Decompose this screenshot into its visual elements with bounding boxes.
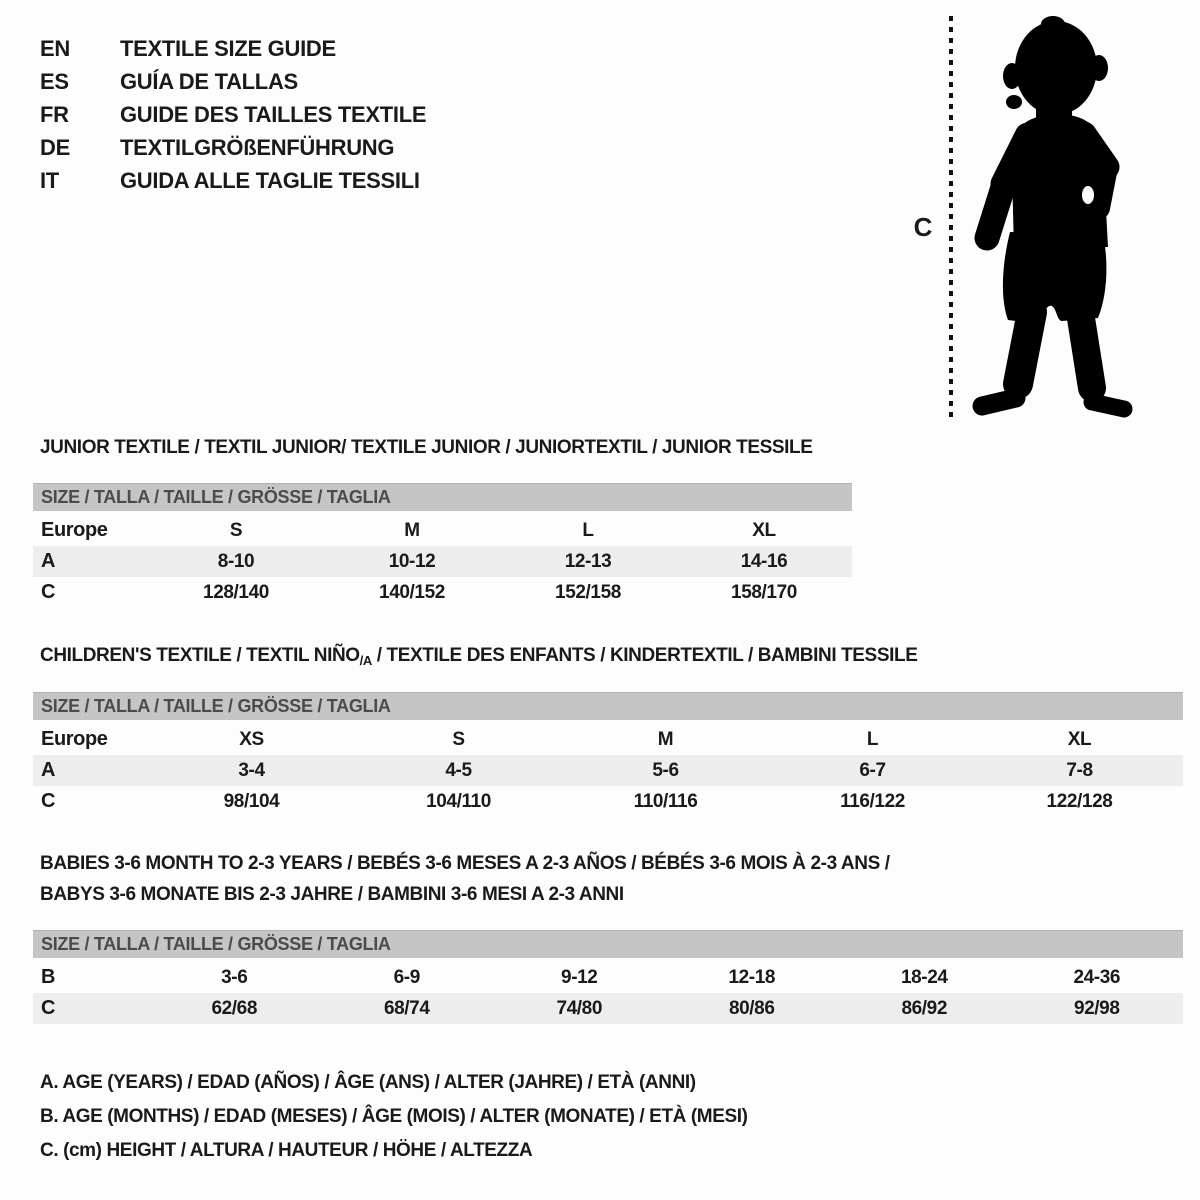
table-row <box>33 546 852 577</box>
table-cell: 158/170 <box>731 581 797 603</box>
table-cell: 9-12 <box>561 966 598 988</box>
language-title: TEXTILE SIZE GUIDE <box>120 35 336 61</box>
table-cell: S <box>452 728 465 750</box>
table-cell: 6-7 <box>859 759 886 781</box>
table-cell: 12-18 <box>728 966 776 988</box>
table-cell: 140/152 <box>379 581 445 603</box>
language-row <box>40 164 426 197</box>
table-cell: 104/110 <box>426 790 491 812</box>
children-title-part: / TEXTILE DES ENFANTS / KINDERTEXTIL / BAMBINI TESSILE <box>371 645 918 666</box>
table-cell: XL <box>752 519 776 541</box>
language-row <box>40 98 426 131</box>
language-row <box>40 32 426 65</box>
language-title: TEXTILGRÖßENFÜHRUNG <box>120 134 395 160</box>
table-cell: 3-6 <box>221 966 248 988</box>
babies-section-title-line2: BABYS 3-6 MONATE BIS 2-3 JAHRE / BAMBINI 3-6 MESI A 2-3 ANNI <box>40 884 624 905</box>
row-label: C <box>41 581 56 603</box>
children-section-title <box>40 645 917 668</box>
table-cell: 5-6 <box>652 759 679 781</box>
table-cell: 3-4 <box>238 759 265 781</box>
table-cell: 116/122 <box>840 790 905 812</box>
height-measure-line <box>949 16 953 418</box>
table-cell: 86/92 <box>901 997 948 1019</box>
junior-section-title: JUNIOR TEXTILE / TEXTIL JUNIOR/ TEXTILE JUNIOR / JUNIORTEXTIL / JUNIOR TESSILE <box>40 437 813 458</box>
language-header <box>40 32 426 197</box>
row-label: A <box>41 550 56 572</box>
table-cell: 24-36 <box>1073 966 1121 988</box>
language-code: IT <box>40 167 59 193</box>
table-row <box>33 755 1183 786</box>
language-code: EN <box>40 35 70 61</box>
table-cell: 74/80 <box>556 997 603 1019</box>
table-cell: 68/74 <box>383 997 430 1019</box>
language-row <box>40 65 426 98</box>
junior-size-header: SIZE / TALLA / TAILLE / GRÖSSE / TAGLIA <box>33 483 852 511</box>
language-code: ES <box>40 68 69 94</box>
table-row <box>33 786 1183 817</box>
language-code: FR <box>40 101 69 127</box>
row-label: B <box>41 966 56 988</box>
row-label: A <box>41 759 56 781</box>
table-cell: M <box>657 728 674 750</box>
table-cell: 18-24 <box>900 966 948 988</box>
table-cell: 128/140 <box>203 581 269 603</box>
table-cell: 62/68 <box>211 997 258 1019</box>
language-code: DE <box>40 134 70 160</box>
table-row <box>33 993 1183 1024</box>
table-cell: L <box>866 728 879 750</box>
row-label: C <box>41 997 56 1019</box>
table-cell: 8-10 <box>217 550 255 572</box>
table-cell: 7-8 <box>1066 759 1093 781</box>
footnote-b: B. AGE (MONTHS) / EDAD (MESES) / ÂGE (MOIS) / ALTER (MONATE) / ETÀ (MESI) <box>40 1106 748 1127</box>
table-cell: L <box>582 519 594 541</box>
table-row <box>33 515 852 546</box>
language-title: GUIDE DES TAILLES TEXTILE <box>120 101 427 127</box>
table-cell: 4-5 <box>445 759 472 781</box>
table-cell: 12-13 <box>564 550 612 572</box>
table-cell: XL <box>1067 728 1092 750</box>
table-cell: 14-16 <box>740 550 788 572</box>
babies-size-table <box>33 930 1183 1024</box>
children-title-subscript: /A <box>359 653 372 668</box>
baby-silhouette-icon <box>958 12 1148 422</box>
table-cell: S <box>229 519 243 541</box>
language-title: GUIDA ALLE TAGLIE TESSILI <box>120 167 420 193</box>
children-title-part: CHILDREN'S TEXTILE / TEXTIL NIÑO <box>40 645 360 666</box>
table-cell: 6-9 <box>393 966 420 988</box>
row-label: C <box>41 790 56 812</box>
table-cell: 92/98 <box>1073 997 1120 1019</box>
babies-size-header: SIZE / TALLA / TAILLE / GRÖSSE / TAGLIA <box>33 930 1183 958</box>
junior-size-table <box>33 483 852 608</box>
language-row <box>40 131 426 164</box>
table-cell: M <box>404 519 420 541</box>
table-cell: 10-12 <box>388 550 436 572</box>
babies-section-title-line1: BABIES 3-6 MONTH TO 2-3 YEARS / BEBÉS 3-6 MESES A 2-3 AÑOS / BÉBÉS 3-6 MOIS À 2-3 ANS / <box>40 853 890 874</box>
row-label: Europe <box>41 728 108 750</box>
footnotes <box>40 1072 748 1174</box>
table-cell: 98/104 <box>223 790 280 812</box>
height-measure-label: C <box>913 212 933 242</box>
table-cell: 80/86 <box>728 997 775 1019</box>
footnote-c: C. (cm) HEIGHT / ALTURA / HAUTEUR / HÖHE / ALTEZZA <box>40 1140 533 1161</box>
row-label: Europe <box>41 519 108 541</box>
children-size-header: SIZE / TALLA / TAILLE / GRÖSSE / TAGLIA <box>33 692 1183 720</box>
table-row <box>33 724 1183 755</box>
table-row <box>33 577 852 608</box>
table-cell: 122/128 <box>1046 790 1113 812</box>
table-cell: 110/116 <box>633 790 698 812</box>
table-cell: 152/158 <box>555 581 621 603</box>
table-cell: XS <box>239 728 264 750</box>
table-row <box>33 962 1183 993</box>
footnote-a: A. AGE (YEARS) / EDAD (AÑOS) / ÂGE (ANS) / ALTER (JAHRE) / ETÀ (ANNI) <box>40 1072 696 1093</box>
children-size-table <box>33 692 1183 817</box>
language-title: GUÍA DE TALLAS <box>120 68 298 94</box>
